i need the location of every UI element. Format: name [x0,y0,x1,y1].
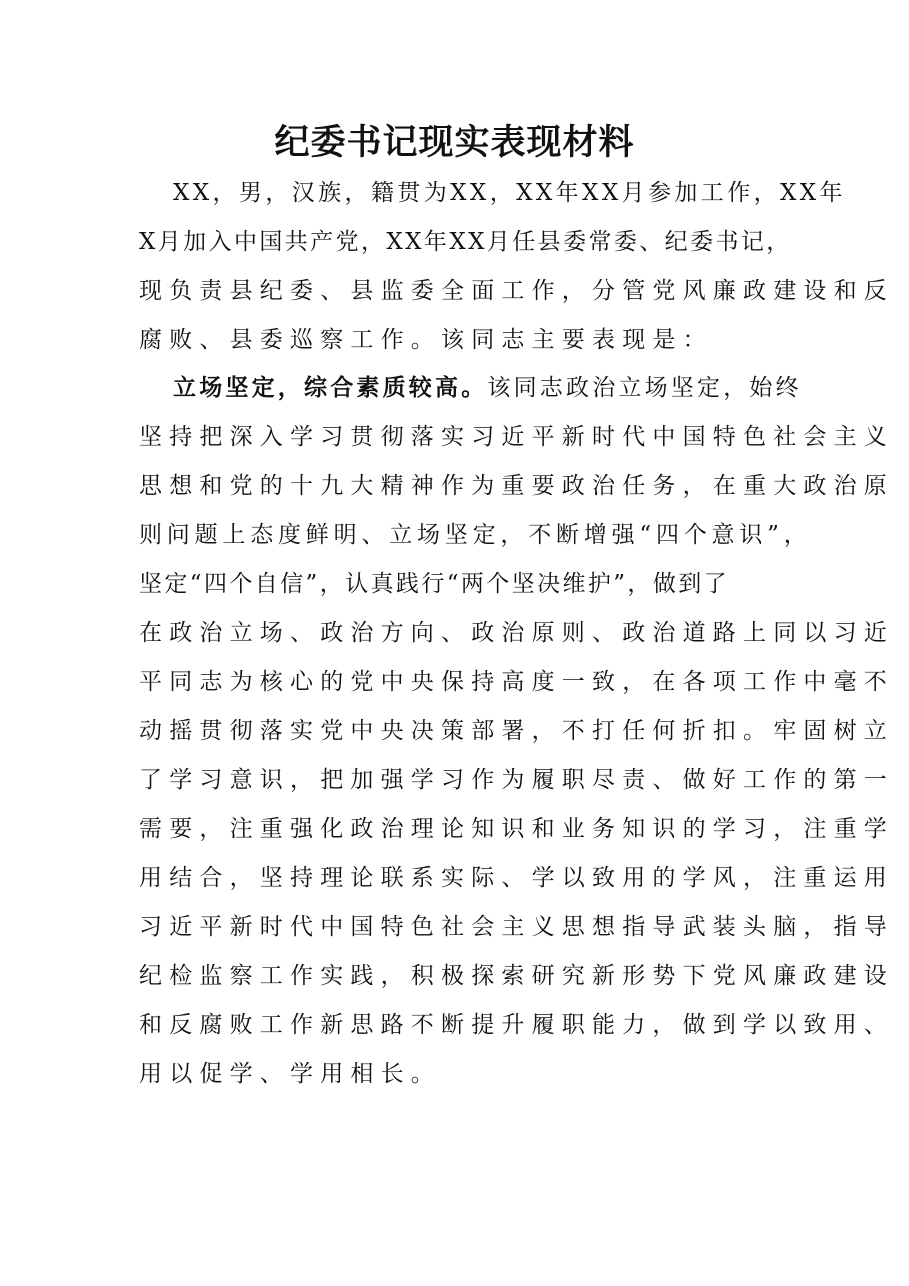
paragraph-2-line-3: 思想和党的十九大精神作为重要政治任务，在重大政治原 [139,473,894,499]
paragraph-1-line-3: 现负责县纪委、县监委全面工作，分管党风廉政建设和反 [139,278,894,304]
paragraph-2-line-6: 在政治立场、政治方向、政治原则、政治道路上同以习近 [139,620,894,646]
paragraph-2-line-1 [173,373,802,403]
paragraph-2-line-11: 用结合，坚持理论联系实际、学以致用的学风，注重运用 [139,865,894,891]
paragraph-2-line-7: 平同志为核心的党中央保持高度一致，在各项工作中毫不 [139,669,894,695]
paragraph-2-line-15: 用以促学、学用相长。 [139,1061,441,1087]
paragraph-2-line-8: 动摇贯彻落实党中央决策部署，不打任何折扣。牢固树立 [139,718,894,744]
paragraph-2-line-9: 了学习意识，把加强学习作为履职尽责、做好工作的第一 [139,767,894,793]
paragraph-2-line-1-text: 该同志政治立场坚定，始终 [487,375,802,401]
paragraph-2-line-12: 习近平新时代中国特色社会主义思想指导武装头脑，指导 [139,914,894,940]
paragraph-2-line-10: 需要，注重强化政治理论知识和业务知识的学习，注重学 [139,816,894,842]
paragraph-2-line-4: 则问题上态度鲜明、立场坚定，不断增强“四个意识”， [139,522,812,548]
paragraph-2-heading: 立场坚定，综合素质较高。 [173,374,488,401]
paragraph-1-line-2: X月加入中国共产党，XX年XX月任县委常委、纪委书记， [139,229,792,255]
paragraph-2-line-5: 坚定“四个自信”，认真践行“两个坚决维护”，做到了 [139,571,730,597]
paragraph-2-line-13: 纪检监察工作实践，积极探索研究新形势下党风廉政建设 [139,963,894,989]
paragraph-2-line-14: 和反腐败工作新思路不断提升履职能力，做到学以致用、 [139,1012,894,1038]
paragraph-2-line-2: 坚持把深入学习贯彻落实习近平新时代中国特色社会主义 [139,424,894,450]
document-title: 纪委书记现实表现材料 [274,122,635,163]
paragraph-1-line-4: 腐败、县委巡察工作。该同志主要表现是： [139,327,713,353]
paragraph-1-line-1: XX，男，汉族，籍贯为XX，XX年XX月参加工作，XX年 [173,180,846,206]
